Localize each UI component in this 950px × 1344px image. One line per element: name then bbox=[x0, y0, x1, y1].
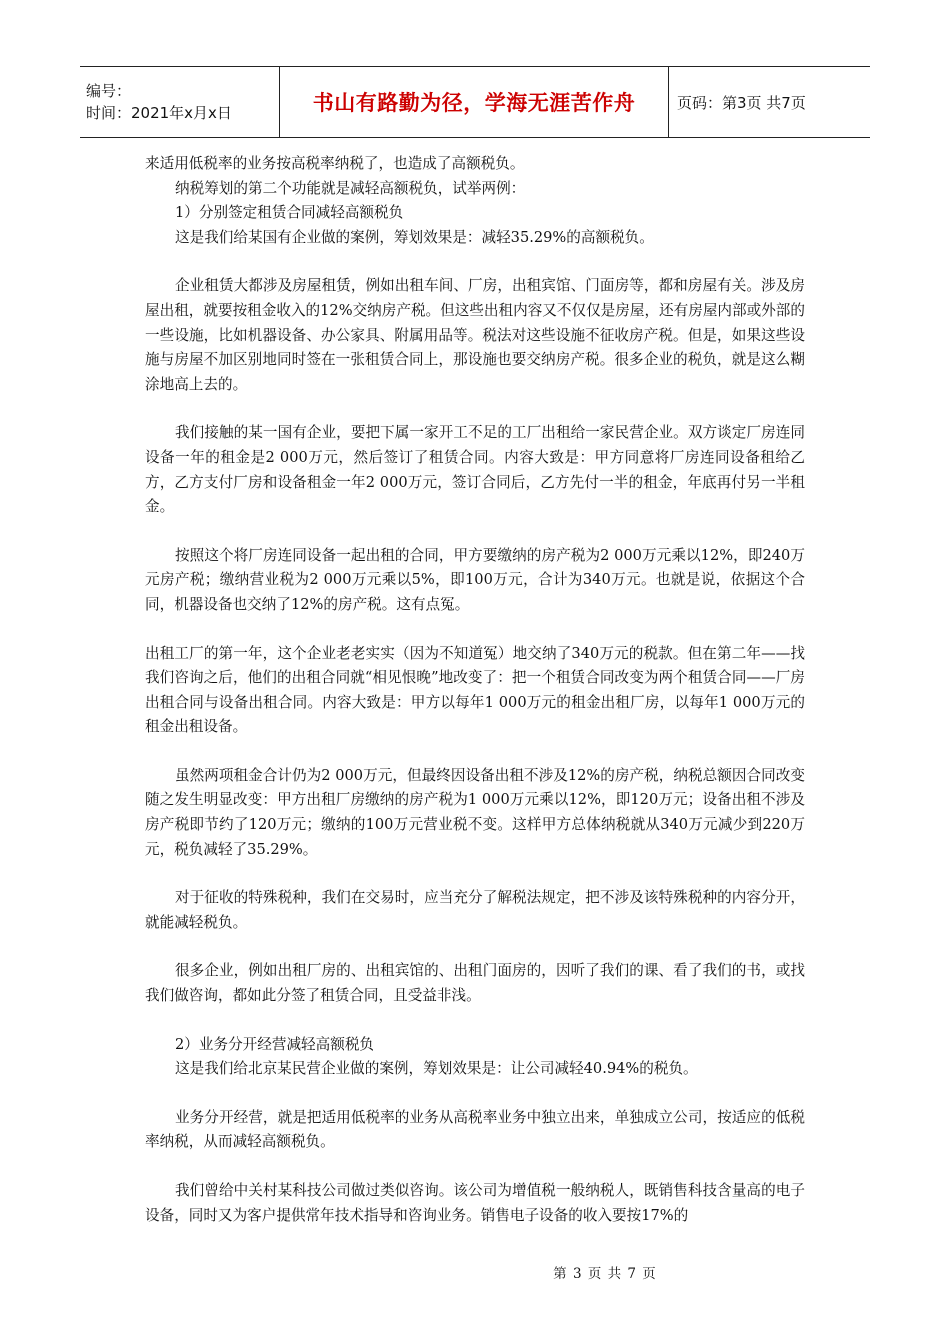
paragraph: 我们曾给中关村某科技公司做过类似咨询。该公司为增值税一般纳税人，既销售科技含量高的电子设备，同时又为客户提供常年技术指导和咨询业务。销售电子设备的收入要按17%的 bbox=[145, 1182, 805, 1224]
paragraph: 来适用低税率的业务按高税率纳税了，也造成了高额税负。 bbox=[145, 155, 525, 172]
paragraph: 这是我们给北京某民营企业做的案例，筹划效果是：让公司减轻40.94%的税负。 bbox=[175, 1060, 698, 1078]
footer-page-number: 第 3 页 共 7 页 bbox=[553, 1266, 657, 1282]
header-page-info: 页码：第3页 共7页 bbox=[677, 93, 806, 112]
paragraph: 对于征收的特殊税种，我们在交易时，应当充分了解税法规定，把不涉及该特殊税种的内容分开，就能减轻税负。 bbox=[145, 889, 805, 931]
header-motto: 书山有路勤为径，学海无涯苦作舟 bbox=[312, 91, 636, 115]
paragraph: 出租工厂的第一年，这个企业老老实实（因为不知道冤）地交纳了340万元的税款。但在第二年——找我们咨询之后，他们的出租合同就“相见恨晚”地改变了：把一个租赁合同改变为两个租赁合同——厂房出租合同与设备出租合同。内容大致是：甲方以每年1 000万元的租金出租厂房，以每年1 000万元的租金出租设备。 bbox=[145, 644, 805, 736]
header-motto-cell bbox=[280, 67, 669, 137]
header-meta bbox=[80, 67, 280, 137]
section-heading: 1）分别签定租赁合同减轻高额税负 bbox=[175, 204, 404, 222]
paragraph: 虽然两项租金合计仍为2 000万元，但最终因设备出租不涉及12%的房产税，纳税总额因合同改变随之发生明显改变：甲方出租厂房缴纳的房产税为1 000万元乘以12%，即120万元；设备出租不涉及房产税即节约了120万元；缴纳的100万元营业税不变。这样甲方总体纳税就从340万元减少到220万元，税负减轻了35.29%。 bbox=[145, 766, 805, 858]
paragraph: 企业租赁大都涉及房屋租赁，例如出租车间、厂房，出租宾馆、门面房等，都和房屋有关。涉及房屋出租，就要按租金收入的12%交纳房产税。但这些出租内容又不仅仅是房屋，还有房屋内部或外部的一些设施，比如机器设备、办公家具、附属用品等。税法对这些设施不征收房产税。但是，如果这些设施与房屋不加区别地同时签在一张租赁合同上，那设施也要交纳房产税。很多企业的税负，就是这么糊涂地高上去的。 bbox=[145, 277, 805, 393]
document-header bbox=[80, 66, 870, 138]
doc-date: 时间：2021年x月x日 bbox=[86, 104, 232, 122]
paragraph: 这是我们给某国有企业做的案例，筹划效果是：减轻35.29%的高额税负。 bbox=[175, 228, 654, 246]
header-page-info-cell bbox=[669, 67, 870, 137]
paragraph: 很多企业，例如出租厂房的、出租宾馆的、出租门面房的，因听了我们的课、看了我们的书，或找我们做咨询，都如此分签了租赁合同，且受益非浅。 bbox=[145, 962, 805, 1005]
page-footer bbox=[0, 1262, 950, 1282]
paragraph: 按照这个将厂房连同设备一起出租的合同，甲方要缴纳的房产税为2 000万元乘以12%，即240万元房产税；缴纳营业税为2 000万元乘以5%，即100万元，合计为340万元。也就是说，依据这个合同，机器设备也交纳了12%的房产税。这有点冤。 bbox=[145, 546, 805, 613]
section-heading: 2）业务分开经营减轻高额税负 bbox=[175, 1035, 375, 1053]
paragraph: 纳税筹划的第二个功能就是减轻高额税负，试举两例： bbox=[175, 179, 526, 197]
paragraph: 我们接触的某一国有企业，要把下属一家开工不足的工厂出租给一家民营企业。双方谈定厂房连同设备一年的租金是2 000万元，然后签订了租赁合同。内容大致是：甲方同意将厂房连同设备租给乙方，乙方支付厂房和设备租金一年2 000万元，签订合同后，乙方先付一半的租金，年底再付另一半租金。 bbox=[145, 424, 805, 516]
document-body bbox=[145, 152, 805, 1228]
doc-number-label: 编号： bbox=[86, 82, 132, 100]
paragraph: 业务分开经营，就是把适用低税率的业务从高税率业务中独立出来，单独成立公司，按适应的低税率纳税，从而减轻高额税负。 bbox=[145, 1108, 805, 1151]
